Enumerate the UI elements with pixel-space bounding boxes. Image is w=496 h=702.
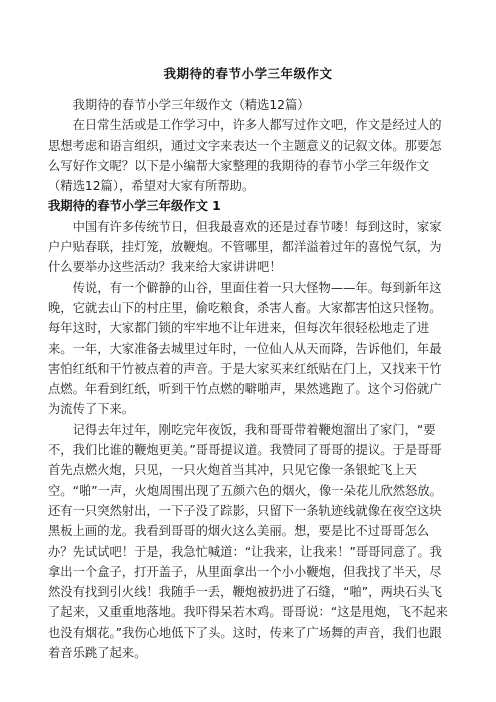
paragraph: 传说，有一个僻静的山谷，里面住着一只大怪物——年。每到新年这晚，它就去山下的村庄里，偷吃粮食，杀害人畜。大家都害怕这只怪物。每年这时，大家都门锁的牢牢地不让年进来，但每次年很轻松地走了进来。一年，大家准备去城里过年时，一位仙人从天而降，告诉他们，年最害怕红纸和干竹被点着的声音。于是大家买来红纸贴在门上，又找来干竹点燃。年看到红纸，听到干竹点燃的噼啪声，果然逃跑了。这个习俗就广为流传了下来。 <box>48 280 442 417</box>
paragraph: 我期待的春节小学三年级作文（精选12篇） <box>72 98 310 112</box>
paragraph: 中国有许多传统节日，但我最喜欢的还是过春节喽！每到这时，家家户户贴春联，挂灯笼，放鞭炮。不管哪里，都洋溢着过年的喜悦气氛，为什么要举办这些活动？我来给大家讲讲吧！ <box>48 219 442 275</box>
document-body <box>48 95 452 663</box>
paragraph: 记得去年过年，刚吃完年夜饭，我和哥哥带着鞭炮溜出了家门，“要不，我们比谁的鞭炮更美。”哥哥提议道。我赞同了哥哥的提议。于是哥哥首先点燃火炮，只见，一只火炮首当其冲，只见它像一条银蛇飞上天空。“啪”一声，火炮周围出现了五颜六色的烟火，像一朵花儿欣然怒放。还有一只突然射出，一下子没了踪影，只留下一条轨迹线就像在夜空这块黑板上画的龙。我看到哥哥的烟火这么美丽。想，要是比不过哥哥怎么办？先试试吧！于是，我急忙喊道：“让我来，让我来！”哥哥同意了。我拿出一个盒子，打开盖子，从里面拿出一个小小鞭炮，但我找了半天，尽然没有找到引火线！我随手一丢，鞭炮被扔进了石缝，“啪”，两块石头飞了起来，又重重地落地。我吓得呆若木鸡。哥哥说：“这是甩炮，飞不起来也没有烟花。”我伤心地低下了头。这时，传来了广场舞的声音，我们也跟着音乐跳了起来。 <box>48 422 448 661</box>
document-title: 我期待的春节小学三年级作文 <box>163 66 333 81</box>
section-heading: 我期待的春节小学三年级作文 1 <box>48 199 221 214</box>
paragraph: 在日常生活或是工作学习中，许多人都写过作文吧，作文是经过人的思想考虑和语言组织，通过文字来表达一个主题意义的记叙文体。那要怎么写好作文呢？以下是小编帮大家整理的我期待的春节小学三年级作文（精选12篇），希望对大家有所帮助。 <box>48 118 442 194</box>
